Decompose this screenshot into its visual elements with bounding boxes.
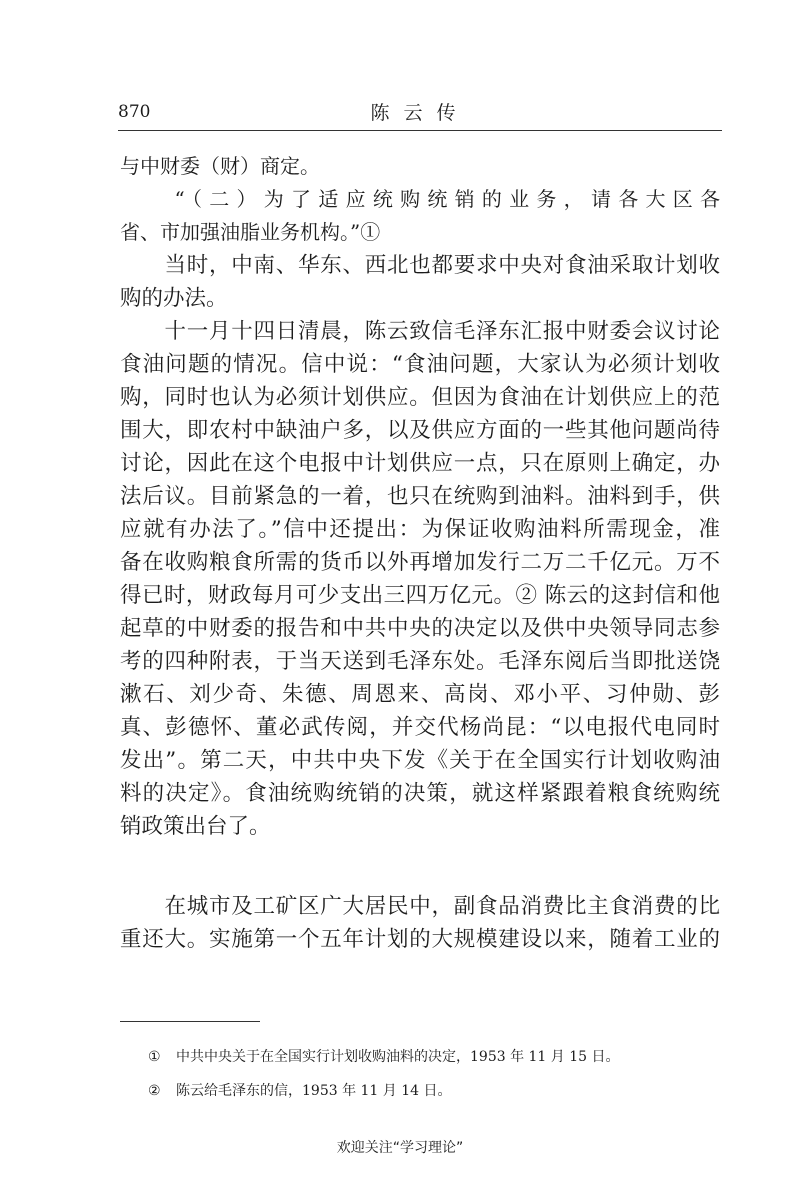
text-line: 当时，中南、华东、西北也都要求中央对食油采取计划收 [120,253,720,278]
text-line: 与中财委（财）商定。 [120,154,320,178]
footnote [148,1074,728,1108]
text-line: 十一月十四日清晨，陈云致信毛泽东汇报中财委会议讨论 [120,319,720,344]
paragraph-group [120,890,720,956]
text-line: 在城市及工矿区广大居民中，副食品消费比主食消费的比 [120,894,720,919]
text-line: 购的办法。 [120,286,228,311]
text-line: 应就有办法了。”信中还提出：为保证收购油料所需现金，准 [120,517,720,542]
footnote-text: 陈云给毛泽东的信，1953 年 11 月 14 日。 [176,1083,452,1099]
text-line: 备在收购粮食所需的货币以外再增加发行二万二千亿元。万不 [120,550,720,575]
text-line: 食油问题的情况。信中说：“食油问题，大家认为必须计划收 [120,352,720,377]
text-line: 法后议。目前紧急的一着，也只在统购到油料。油料到手，供 [120,484,720,509]
text-line: 真、彭德怀、董必武传阅，并交代杨尚昆：“以电报代电同时 [120,715,720,740]
footnote-text: 中共中央关于在全国实行计划收购油料的决定，1953 年 11 月 15 日。 [176,1049,620,1065]
text-line: 发出”。第二天，中共中央下发《关于在全国实行计划收购油 [120,748,720,773]
footnote-rule [120,1021,260,1022]
footnotes [148,1040,728,1108]
text-line: “（二）为了适应统购统销的业务，请各大区各 [120,187,720,211]
text-line: 得已时，财政每月可少支出三四万亿元。② 陈云的这封信和他 [120,583,720,608]
footnote-marker: ② [148,1083,161,1099]
text-line: 重还大。实施第一个五年计划的大规模建设以来，随着工业的 [120,927,720,952]
text-line: 围大，即农村中缺油户多，以及供应方面的一些其他问题尚待 [120,418,720,443]
text-line: 考的四种附表，于当天送到毛泽东处。毛泽东阅后当即批送饶 [120,649,720,674]
footnote-marker: ① [148,1049,161,1065]
text-line: 讨论，因此在这个电报中计划供应一点，只在原则上确定，办 [120,451,720,476]
text-line: 起草的中财委的报告和中共中央的决定以及供中央领导同志参 [120,616,720,641]
footnote [148,1040,728,1074]
text-line: 购，同时也认为必须计划供应。但因为食油在计划供应上的范 [120,385,720,410]
text-line: 漱石、刘少奇、朱德、周恩来、高岗、邓小平、习仲勋、彭 [120,682,720,707]
page-header [118,96,722,131]
body-text [120,150,720,956]
text-line: 料的决定》。食油统购统销的决策，就这样紧跟着粮食统购统 [120,781,720,806]
section-gap [120,843,720,890]
running-title: 陈云传 [370,102,470,124]
paragraph-group [120,150,720,843]
text-line: 省、市加强油脂业务机构。”① [120,220,381,244]
text-line: 销政策出台了。 [120,814,271,839]
page-number: 870 [118,102,151,122]
watermark-caption: 欢迎关注“学习理论” [336,1140,464,1156]
